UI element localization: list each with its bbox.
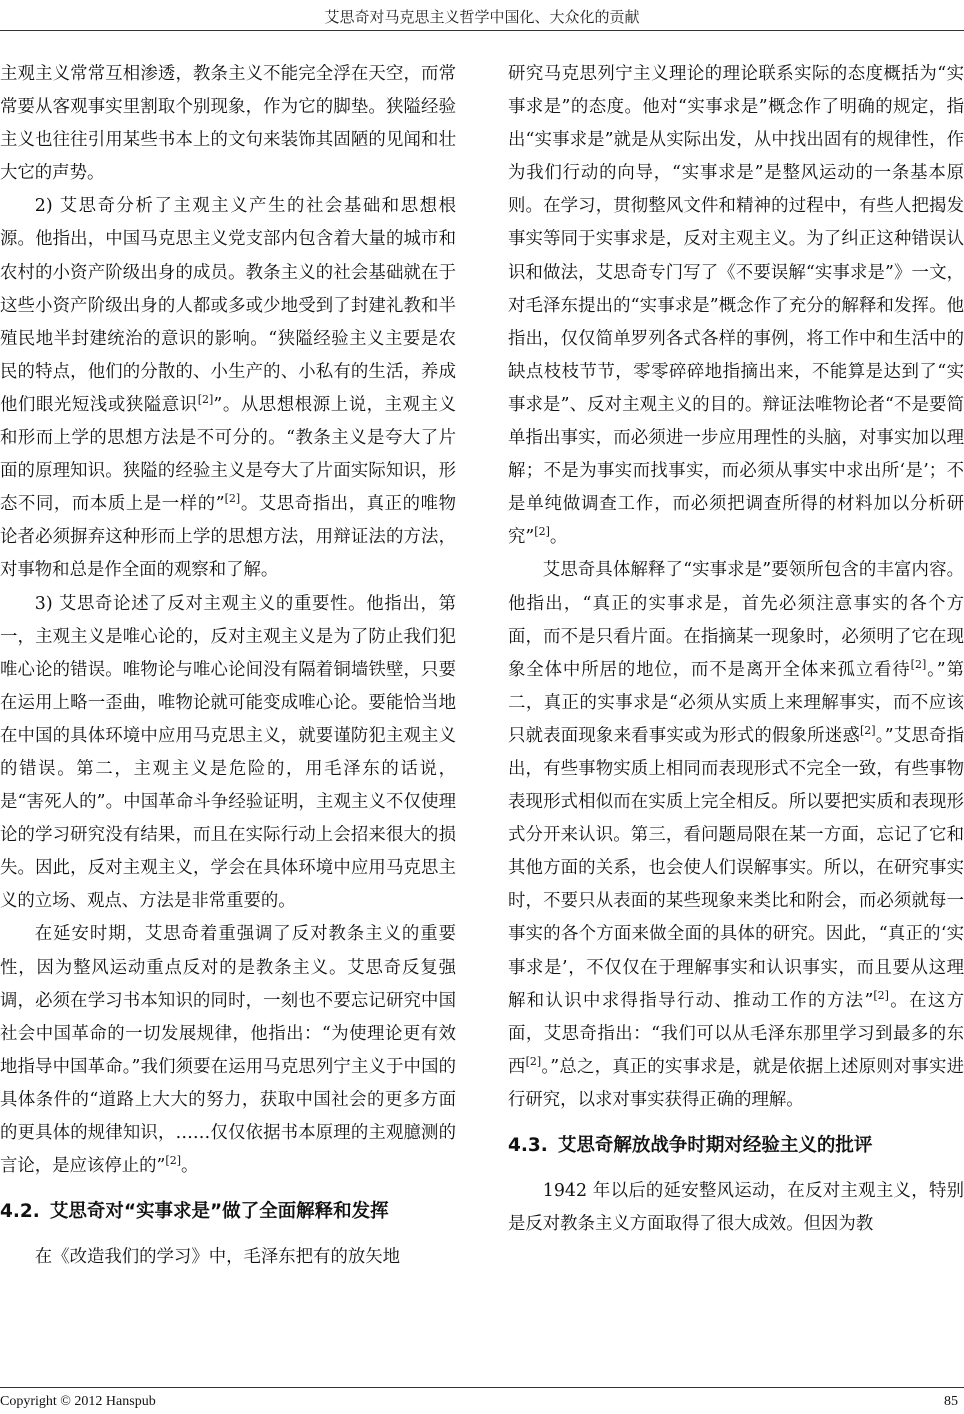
right-paragraph-3: 1942 年以后的延安整风运动，在反对主观主义，特别是反对教条主义方面取得了很大成效。但因为教 (508, 1181, 964, 1235)
left-paragraph-5: 在《改造我们的学习》中，毛泽东把有的放矢地 (34, 1247, 401, 1268)
section-number: 4.3. (508, 1135, 548, 1156)
section-title: 艾思奇解放战争时期对经验主义的批评 (557, 1135, 873, 1156)
citation-ref: [2] (165, 1154, 182, 1168)
right-p2-text-a: 艾思奇具体解释了“实事求是”要领所包含的丰富内容。他指出，“真正的实事求是，首先必须注意事实的各个方面，而不是只看片面。在指摘某一现象时，必须明了它在现象全体中所居的地位，而不是离开全体来孤立看待 (508, 560, 964, 680)
citation-ref: [2] (525, 1054, 542, 1068)
page-number: 85 (944, 1394, 958, 1409)
right-paragraph-2 (508, 554, 964, 1117)
copyright-notice: Copyright © 2012 Hanspub (0, 1394, 156, 1409)
left-p4-text-a: 在延安时期，艾思奇着重强调了反对教条主义的重要性，因为整风运动重点反对的是教条主义。艾思奇反复强调，必须在学习书本知识的同时，一刻也不要忘记研究中国社会中国革命的一切发展规律，他指出：“为使理论更有效地指导中国革命。”我们须要在运用马克思列宁主义于中国的具体条件的“道路上大大的努力，获取中国社会的更多方面的更具体的规律知识，……仅仅依据书本原理的主观臆测的言论，是应该停止的” (0, 924, 456, 1177)
header-rule (0, 30, 964, 31)
citation-ref: [2] (197, 392, 214, 406)
right-p2-text-c: 。”艾思奇指出，有些事物实质上相同而表现形式不完全一致，有些事物表现形式相似而在实质上完全相反。所以要把实质和表现形式分开来认识。第三，看问题局限在某一方面，忘记了它和其他方面的关系，也会使人们误解事实。所以，在研究事实时，不要只从表面的某些现象来类比和附会，而必须就每一事实的各个方面来做全面的具体的研究。因此，“真正的‘实事求是’，不仅仅在于理解事实和认识事实，而且要从这理解和认识中求得指导行动、推动工作的方法” (508, 725, 964, 1011)
left-p2-text-b: ”。从思想根源上说，主观主义和形而上学的思想方法是不可分的。“教条主义是夸大了片面的原理知识。狭隘的经验主义是夸大了片面实际知识，形态不同，而本质上是一样的” (0, 394, 456, 515)
right-p1-text-b: 。 (549, 527, 568, 548)
right-column (508, 58, 964, 1241)
section-heading-4-2 (0, 1197, 456, 1227)
left-p2-text-a: 2) 艾思奇分析了主观主义产生的社会基础和思想根源。他指出，中国马克思主义党支部内包含着大量的城市和农村的小资产阶级出身的成员。教条主义的社会基础就在于这些小资产阶级出身的人都或多或少地受到了封建礼教和半殖民地半封建统治的意识的影响。“狭隘经验主义主要是农民的特点，他们的分散的、小生产的、小私有的生活，养成他们眼光短浅或狭隘意识 (0, 196, 456, 415)
section-heading-4-3 (508, 1131, 964, 1161)
right-paragraph-1 (508, 58, 964, 554)
citation-ref: [2] (910, 657, 927, 671)
running-header: 艾思奇对马克思主义哲学中国化、大众化的贡献 (324, 8, 640, 26)
right-p2-text-b: 。”第二，真正的实事求是“必须从实质上来理解事实，而不应该只就表面现象来看事实或为形式的假象所迷惑 (508, 659, 964, 746)
left-p2-text-c: 。艾思奇指出，真正的唯物论者必须摒弃这种形而上学的思想方法，用辩证法的方法，对事物和总是作全面的观察和了解。 (0, 494, 456, 581)
left-column (0, 58, 456, 1274)
left-p4-text-b: 。 (181, 1156, 199, 1177)
left-paragraph-4 (0, 918, 456, 1183)
citation-ref: [2] (873, 988, 889, 1002)
left-paragraph-2 (0, 190, 456, 587)
footer-rule (0, 1387, 964, 1388)
left-paragraph-3: 3) 艾思奇论述了反对主观主义的重要性。他指出，第一，主观主义是唯心论的，反对主观主义是为了防止我们犯唯心论的错误。唯物论与唯心论间没有隔着铜墙铁壁，只要在运用上略一歪曲，唯物论就可能变成唯心论。要能恰当地在中国的具体环境中应用马克思主义，就要谨防犯主观主义的错误。第二，主观主义是危险的，用毛泽东的话说，是“害死人的”。中国革命斗争经验证明，主观主义不仅使理论的学习研究没有结果，而且在实际行动上会招来很大的损失。因此，反对主观主义，学会在具体环境中应用马克思主义的立场、观点、方法是非常重要的。 (0, 593, 456, 912)
left-paragraph-1: 主观主义常常互相渗透，教条主义不能完全浮在天空，而常常要从客观事实里割取个别现象，作为它的脚垫。狭隘经验主义也往往引用某些书本上的文句来装饰其固陋的见闻和壮大它的声势。 (0, 64, 456, 184)
section-number: 4.2. (0, 1201, 40, 1223)
right-p2-text-d: 。在这方面，艾思奇指出：“我们可以从毛泽东那里学习到最多的东西 (508, 990, 964, 1077)
citation-ref: [2] (534, 525, 550, 539)
section-title: 艾思奇对“实事求是”做了全面解释和发挥 (49, 1201, 389, 1223)
citation-ref: [2] (860, 723, 876, 737)
right-p2-text-e: 。”总之，真正的实事求是，就是依据上述原则对事实进行研究，以求对事实获得正确的理解。 (508, 1056, 964, 1110)
citation-ref: [2] (224, 492, 241, 506)
right-p1-text-a: 研究马克思列宁主义理论的理论联系实际的态度概括为“实事求是”的态度。他对“实事求是”概念作了明确的规定，指出“实事求是”就是从实际出发，从中找出固有的规律性，作为我们行动的向导，“实事求是”是整风运动的一条基本原则。在学习，贯彻整风文件和精神的过程中，有些人把揭发事实等同于实事求是，反对主观主义。为了纠正这种错误认识和做法，艾思奇专门写了《不要误解“实事求是”》一文，对毛泽东提出的“实事求是”概念作了充分的解释和发挥。他指出，仅仅简单罗列各式各样的事例，将工作中和生活中的缺点枝枝节节，零零碎碎地指摘出来，不能算是达到了“实事求是”、反对主观主义的目的。辩证法唯物论者“不是要简单指出事实，而必须进一步应用理性的头脑，对事实加以理解；不是为事实而找事实，而必须从事实中求出所‘是’；不是单纯做调查工作，而必须把调查所得的材料加以分析研究” (508, 64, 964, 548)
